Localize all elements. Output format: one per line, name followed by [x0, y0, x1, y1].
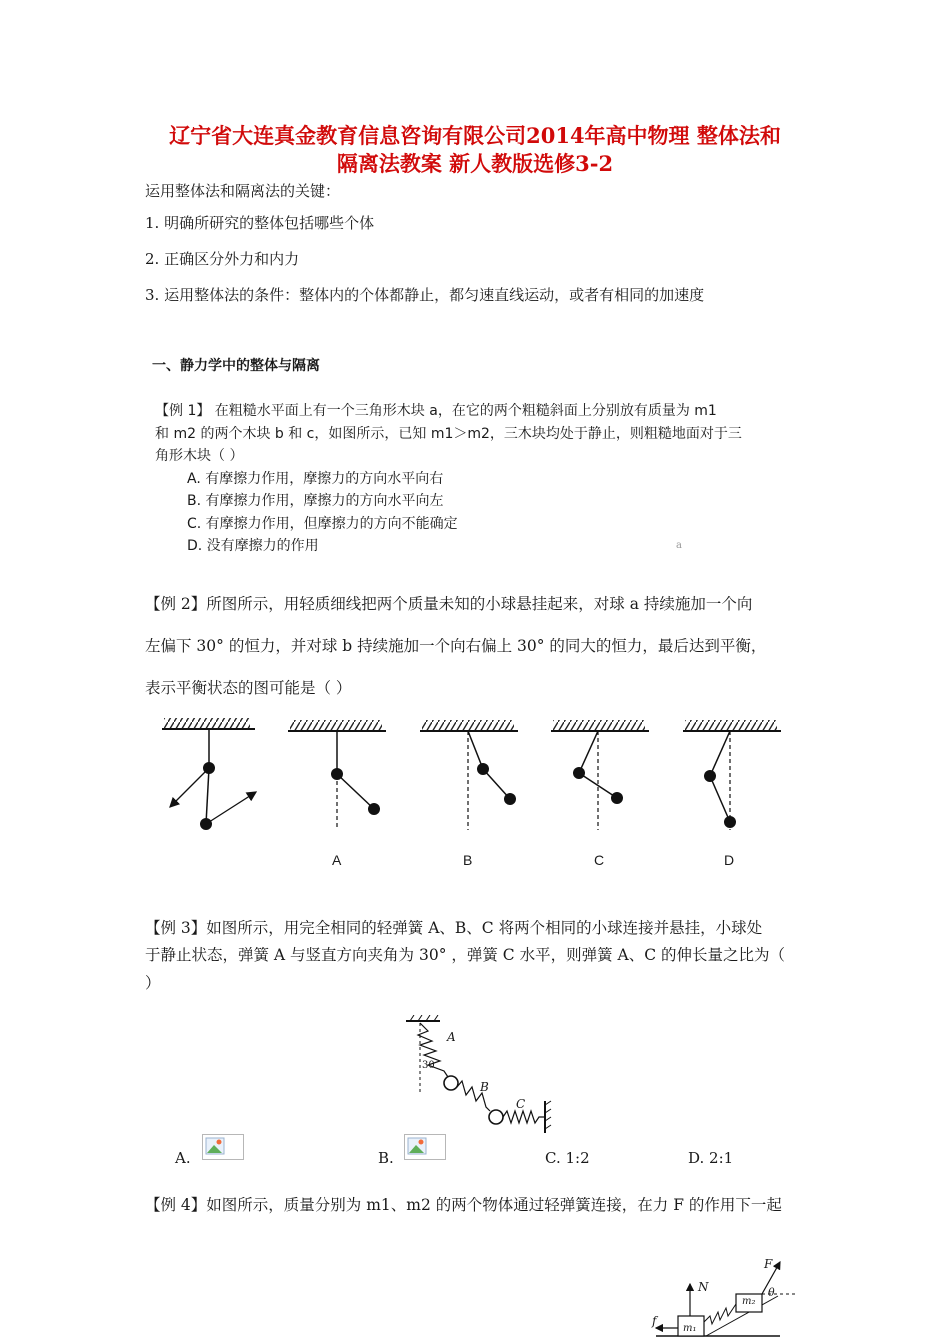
spring-label-b: B — [480, 1080, 489, 1094]
example3-option-c: C. 1:2 — [545, 1149, 590, 1167]
example3-spring-figure — [400, 1015, 570, 1137]
example1-option-b: B. 有摩擦力作用，摩擦力的方向水平向左 — [187, 493, 444, 509]
example3-option-b: B. — [378, 1149, 394, 1167]
spring-label-a: A — [447, 1030, 456, 1044]
stray-mark: a — [676, 540, 682, 551]
example2-line2: 左偏下 30° 的恒力，并对球 b 持续施加一个向右偏上 30° 的同大的恒力，最后达到平衡， — [145, 637, 767, 655]
figure-label-a: A — [332, 852, 342, 868]
example2-line1: 【例 2】所图所示，用轻质细线把两个质量未知的小球悬挂起来，对球 a 持续施加一个向 — [145, 595, 753, 613]
option-a-image-placeholder — [202, 1134, 244, 1160]
intro-text: 运用整体法和隔离法的关键： — [145, 182, 341, 200]
example1-option-a: A. 有摩擦力作用，摩擦力的方向水平向右 — [187, 471, 444, 487]
document-title-line1: 辽宁省大连真金教育信息咨询有限公司2014年高中物理 整体法和 — [169, 123, 781, 148]
key-point-3: 3. 运用整体法的条件：整体内的个体都静止，都匀速直线运动，或者有相同的加速度 — [145, 286, 705, 304]
example1-option-d: D. 没有摩擦力的作用 — [187, 538, 319, 554]
key-point-2: 2. 正确区分外力和内力 — [145, 250, 300, 268]
spring-label-c: C — [516, 1097, 526, 1111]
theta-label: θ — [768, 1286, 775, 1299]
figure-label-c: C — [594, 852, 605, 868]
figure-a — [288, 720, 386, 830]
example1-line3: 角形木块（ ） — [155, 448, 244, 464]
broken-image-icon — [407, 1137, 427, 1155]
example2-figures — [150, 712, 790, 872]
figure-initial — [162, 718, 256, 830]
example1-line1: 【例 1】 在粗糙水平面上有一个三角形木块 a，在它的两个粗糙斜面上分别放有质量为 m1 — [155, 403, 717, 419]
example3-line2: 于静止状态，弹簧 A 与竖直方向夹角为 30° ，弹簧 C 水平，则弹簧 A、C 的伸长量之比为（ — [145, 946, 785, 964]
broken-image-icon — [205, 1137, 225, 1155]
figure-c — [551, 720, 649, 830]
normal-force-label: N — [698, 1280, 709, 1294]
example4-line1: 【例 4】如图所示，质量分别为 m1、m2 的两个物体通过轻弹簧连接，在力 F 的作用下一起 — [145, 1196, 782, 1214]
example3-line3: ） — [145, 974, 161, 992]
example2-line3: 表示平衡状态的图可能是（ ） — [145, 679, 352, 697]
force-label-f: F — [764, 1257, 773, 1271]
section-heading: 一、静力学中的整体与隔离 — [152, 358, 320, 374]
friction-label: f — [652, 1314, 657, 1328]
example1-line2: 和 m2 的两个木块 b 和 c，如图所示，已知 m1＞m2，三木块均处于静止，则粗糙地面对于三 — [155, 426, 742, 442]
example3-option-a: A. — [175, 1149, 191, 1167]
example3-line1: 【例 3】如图所示，用完全相同的轻弹簧 A、B、C 将两个相同的小球连接并悬挂，小球处 — [145, 919, 763, 937]
example1-option-c: C. 有摩擦力作用，但摩擦力的方向不能确定 — [187, 516, 458, 532]
figure-label-d: D — [724, 852, 735, 868]
figure-d — [683, 720, 781, 830]
figure-b — [420, 720, 518, 830]
example3-option-d: D. 2:1 — [688, 1149, 734, 1167]
option-b-image-placeholder — [404, 1134, 446, 1160]
example4-figure — [650, 1256, 800, 1341]
key-point-1: 1. 明确所研究的整体包括哪些个体 — [145, 214, 375, 232]
document-title-line2: 隔离法教案 新人教版选修3-2 — [336, 151, 614, 176]
figure-label-b: B — [463, 852, 473, 868]
angle-label: 30 — [422, 1060, 435, 1071]
mass1-label: m₁ — [683, 1323, 697, 1334]
mass2-label: m₂ — [742, 1296, 756, 1307]
